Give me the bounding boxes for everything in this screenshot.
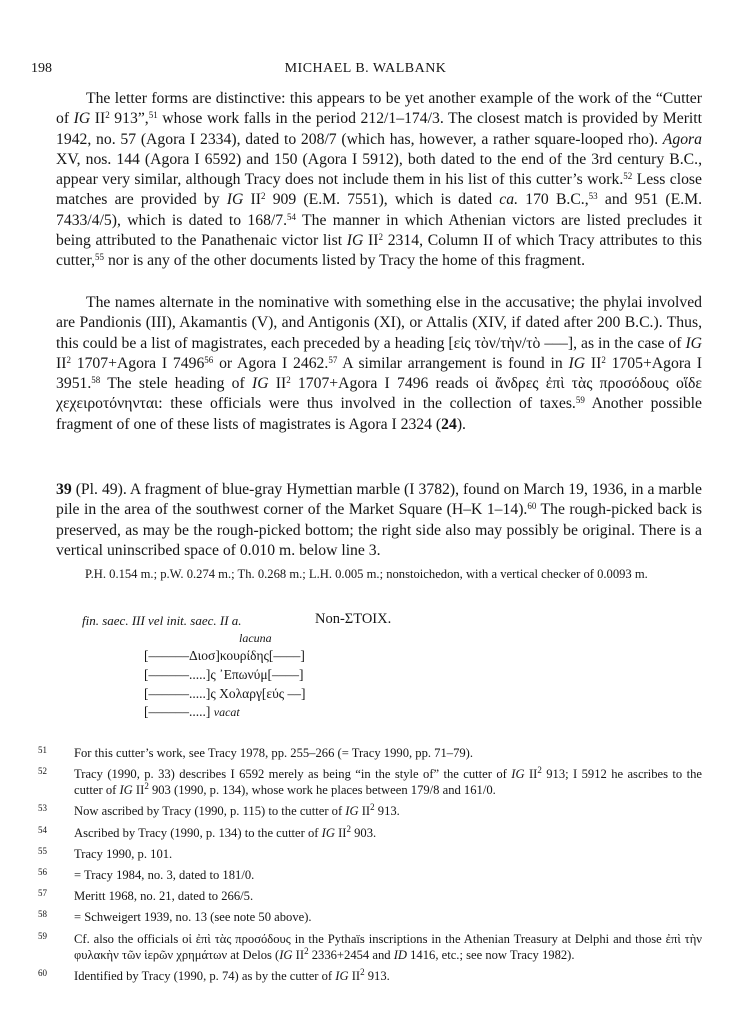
- footnote-ref: 57: [328, 354, 338, 365]
- footnote-ref: 53: [588, 191, 598, 202]
- footnote-ref: 59: [575, 395, 585, 406]
- footnote: 57 Meritt 1968, no. 21, dated to 266/5.: [38, 888, 254, 904]
- inscription-style: Non-ΣΤΟΙΧ.: [315, 611, 392, 627]
- footnotes: [38, 742, 703, 986]
- footnote-ref: 58: [91, 375, 101, 386]
- entry-number: 39: [56, 481, 72, 498]
- paragraph-names: The names alternate in the nominative with something else in the accusative; the phylai involved are Pandionis (III), Akamantis (V), and Antigonis (XI), or Attalis (XIV, if dated after 200 B.C.). Thus, this could be a list of magistrates, each preceded by a heading [εἰς τὸν/τὴν/τὸ ‒‒‒], as in the case of IG $II^2$ 1707+Agora I 7496$^{56}$ or Agora I 2462.57 A similar arrangement is found in IG $II^2$ 1705+Agora I 3951.58 The stele heading of IG $II^2$ 1707+Agora I 7496 reads οἱ ἄνδρες ἐπὶ τὰς προσόδους οἵδε χεχειροτόνηνται: these officials were thus involved in the collection of taxes.$^{59}$ Another possible fragment of one of these lists of magistrates is Agora I 2324 (24).: [56, 294, 703, 433]
- footnote-ref: 51: [148, 110, 158, 121]
- inscription-line-2: [‒‒‒‒‒‒.....]ς ᾿Επωνύμ[‒‒‒‒]: [144, 667, 304, 682]
- footnote: 58 = Schweigert 1939, no. 13 (see note 50 above).: [38, 909, 312, 925]
- entry-39: 39 (Pl. 49). A fragment of blue-gray Hymettian marble (I 3782), found on March 19, 1936, in a marble pile in the area of the southwest corner of the Market Square (H–K 1–14).$^{60}$ The rough-picked back is preserved, as may be the rough-picked bottom; the right side also may possibly be original. There is a vertical uninscribed space of 0.010 m. below line 3.: [56, 481, 702, 559]
- footnote: 51 For this cutter’s work, see Tracy 1978, pp. 255–266 (= Tracy 1990, pp. 71–79).: [38, 745, 474, 760]
- footnote-ref: 52: [623, 171, 633, 182]
- inscription-text: [82, 613, 702, 717]
- inscription-line-1: [‒‒‒‒‒‒Διοσ]κουρίδης[‒‒‒‒]: [144, 648, 305, 663]
- footnote: 60 Identified by Tracy (1990, p. 74) as by the cutter of IG $II^2$ 913.: [38, 966, 390, 983]
- inscription-date: fin. saec. III vel init. saec. II a.: [82, 613, 242, 628]
- lacuna-label: lacuna: [239, 631, 272, 645]
- paragraph-letter-forms: The letter forms are distinctive: this appears to be yet another example of the work of the “Cutter of IG $II^2$ 913”,$^{51}$ whose work falls in the period 212/1–174/3. The closest match is provided by Meritt 1942, no. 57 (Agora I 2334), dated to 208/7 (which has, however, a rather square-looped rho). Agora XV, nos. 144 (Agora I 6592) and 150 (Agora I 5912), both dated to the end of the 3rd century B.C., appear very similar, although Tracy does not include them in his list of this cutter’s work.$^{52}$ Less close matches are provided by IG $II^2$ 909 (E.M. 7551), which is dated ca. 170 B.C.,$^{53}$ and 951 (E.M. 7433/4/5), which is dated to 168/7.54 The manner in which Athenian victors are listed precludes it being attributed to the Panathenaic victor list IG $II^2$ 2314, Column II of which Tracy attributes to this cutter,$^{55}$ nor is any of the other documents listed by Tracy the home of this fragment.: [56, 90, 703, 270]
- inscription-line-3: [‒‒‒‒‒‒.....]ς Χολαργ[εύς ‒‒]: [144, 686, 306, 701]
- footnote: 54 Ascribed by Tracy (1990, p. 134) to the cutter of IG $II^2$ 903.: [38, 823, 377, 840]
- measurements: P.H. 0.154 m.; p.W. 0.274 m.; Th. 0.268 m.; L.H. 0.005 m.; nonstoichedon, with a vertical checker of 0.0093 m.: [85, 567, 648, 581]
- footnote: 52 Tracy (1990, p. 33) describes I 6592 merely as being “in the style of” the cutter of IG $II^2$ 913; I 5912 he ascribes to the cutter of IG $II^2$ 903 (1990, p. 134), whose work he places between 179/8 and 161/0.: [38, 765, 703, 798]
- footnote-ref: 55: [95, 252, 105, 263]
- footnote: 56 = Tracy 1984, no. 3, dated to 181/0.: [38, 866, 255, 882]
- footnote-ref: 56: [204, 354, 214, 365]
- running-header: [31, 61, 700, 81]
- page-number: 198: [31, 61, 52, 76]
- footnote-ref: 54: [287, 211, 297, 222]
- footnote: 53 Now ascribed by Tracy (1990, p. 115) to the cutter of IG $II^2$ 913.: [38, 802, 400, 819]
- inscription-line-4: [‒‒‒‒‒‒.....] vacat: [144, 704, 240, 719]
- footnote-ref: 60: [527, 501, 537, 512]
- footnote: 55 Tracy 1990, p. 101.: [38, 845, 173, 861]
- footnote: 59 Cf. also the officials οἱ ἐπὶ τὰς προσόδους in the Pythaïs inscriptions in the Athenian Treasury at Delphi and those ἐπὶ τὴν φυλακὴν τῶν ἱερῶν χρημάτων at Delos (IG $II^2$ 2336+2454 and ID 1416, etc.; see now Tracy 1982).: [38, 930, 702, 962]
- running-author: MICHAEL B. WALBANK: [284, 61, 447, 76]
